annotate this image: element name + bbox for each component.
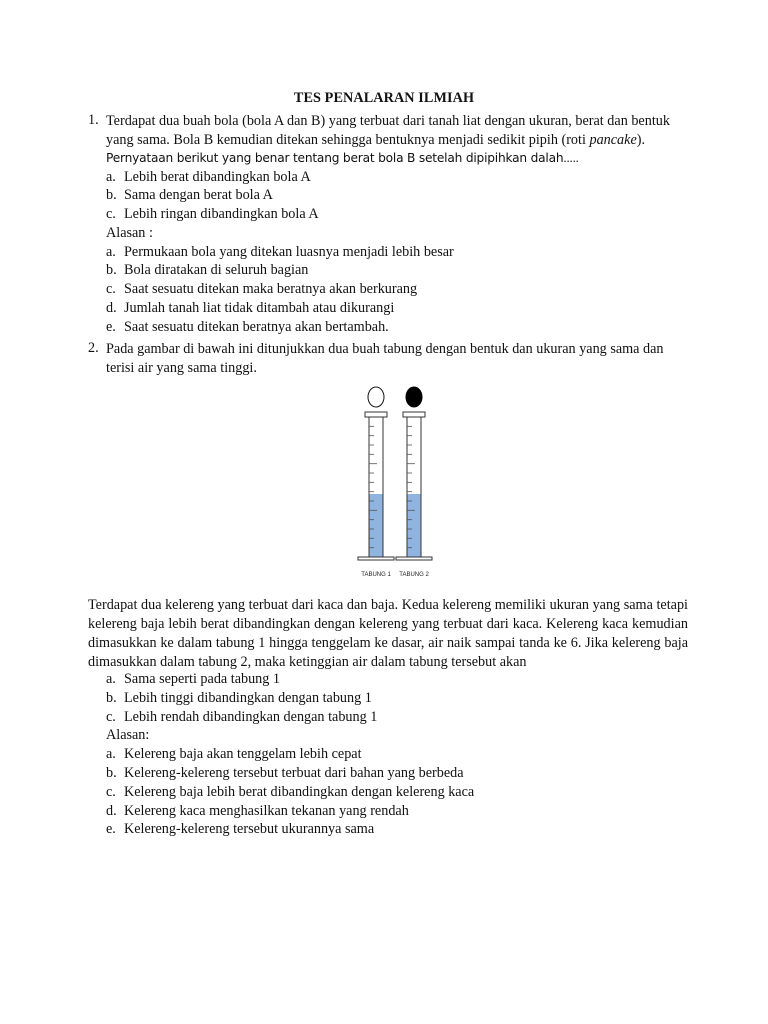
tube-base [396, 557, 432, 560]
question-number: 2. [88, 340, 99, 356]
tube-2-label: TABUNG 2 [399, 572, 429, 578]
reason-item[interactable]: e. Kelereng-kelereng tersebut ukurannya sama [106, 821, 375, 838]
reason-item[interactable]: e. Saat sesuatu ditekan beratnya akan bertambah. [106, 318, 389, 335]
glass-marble [368, 387, 384, 407]
answer-options [88, 670, 688, 726]
reason-options [88, 243, 688, 337]
page-title: TES PENALARAN ILMIAH [293, 90, 475, 106]
reason-item[interactable]: b. Kelereng-kelereng tersebut terbuat dari bahan yang berbeda [106, 764, 464, 781]
option-item[interactable]: b. Lebih tinggi dibandingkan dengan tabung 1 [106, 689, 372, 706]
tube-2 [396, 412, 432, 560]
reason-item[interactable]: d. Jumlah tanah liat tidak ditambah atau dikurangi [106, 300, 395, 317]
question-2-options [88, 670, 688, 839]
steel-marble [406, 387, 422, 407]
cylinders-figure [350, 380, 440, 580]
question-number: 1. [88, 112, 99, 128]
answer-options [88, 168, 688, 224]
option-item[interactable]: a. Lebih berat dibandingkan bola A [106, 168, 311, 185]
question-1 [88, 112, 688, 337]
tube-base [358, 557, 394, 560]
tube-1 [358, 412, 394, 560]
option-item[interactable]: c. Lebih ringan dibandingkan bola A [106, 206, 319, 223]
option-item[interactable]: b. Sama dengan berat bola A [106, 187, 273, 204]
reason-item[interactable]: a. Permukaan bola yang ditekan luasnya menjadi lebih besar [106, 243, 454, 260]
tube-rim [403, 412, 425, 417]
tube-rim [365, 412, 387, 417]
reason-label: Alasan : [106, 224, 153, 241]
reason-label: Alasan: [106, 727, 150, 744]
question-statement: Pernyataan berikut yang benar tentang berat bola B setelah dipipihkan dalah..... [106, 150, 579, 165]
reason-item[interactable]: b. Bola diratakan di seluruh bagian [106, 262, 309, 279]
option-item[interactable]: c. Lebih rendah dibandingkan dengan tabung 1 [106, 708, 378, 725]
question-text: Terdapat dua buah bola (bola A dan B) yang terbuat dari tanah liat dengan ukuran, berat dan bentuk yang sama. Bola B kemudian ditekan sehingga bentuknya menjadi sedikit pipih (roti pancake). Pernyataan berikut yang benar tentang berat bola B setelah dipipihkan dalah..... [106, 112, 688, 168]
reason-item[interactable]: c. Saat sesuatu ditekan maka beratnya akan berkurang [106, 281, 418, 298]
tube-1-label: TABUNG 1 [361, 572, 391, 578]
option-item[interactable]: a. Sama seperti pada tabung 1 [106, 671, 281, 687]
reason-options [88, 745, 688, 839]
question-text: Pada gambar di bawah ini ditunjukkan dua buah tabung dengan bentuk dan ukuran yang sama dan terisi air yang sama tinggi. [106, 341, 664, 376]
question-2-paragraph: Terdapat dua kelereng yang terbuat dari kaca dan baja. Kedua kelereng memiliki ukuran yang sama tetapi kelereng baja lebih berat dibandingkan dengan kelereng yang terbuat dari kaca. Kelereng kaca kemudian dimasukkan ke dalam tabung 1 hingga tenggelam ke dasar, air naik sampai tanda ke 6. Jika kelereng baja dimasukkan dalam tabung 2, maka ketinggian air dalam tabung tersebut akan [88, 597, 688, 670]
question-2 [88, 340, 688, 377]
reason-item[interactable]: a. Kelereng baja akan tenggelam lebih cepat [106, 746, 362, 763]
reason-item[interactable]: d. Kelereng kaca menghasilkan tekanan yang rendah [106, 802, 409, 819]
reason-item[interactable]: c. Kelereng baja lebih berat dibandingkan dengan kelereng kaca [106, 783, 475, 800]
